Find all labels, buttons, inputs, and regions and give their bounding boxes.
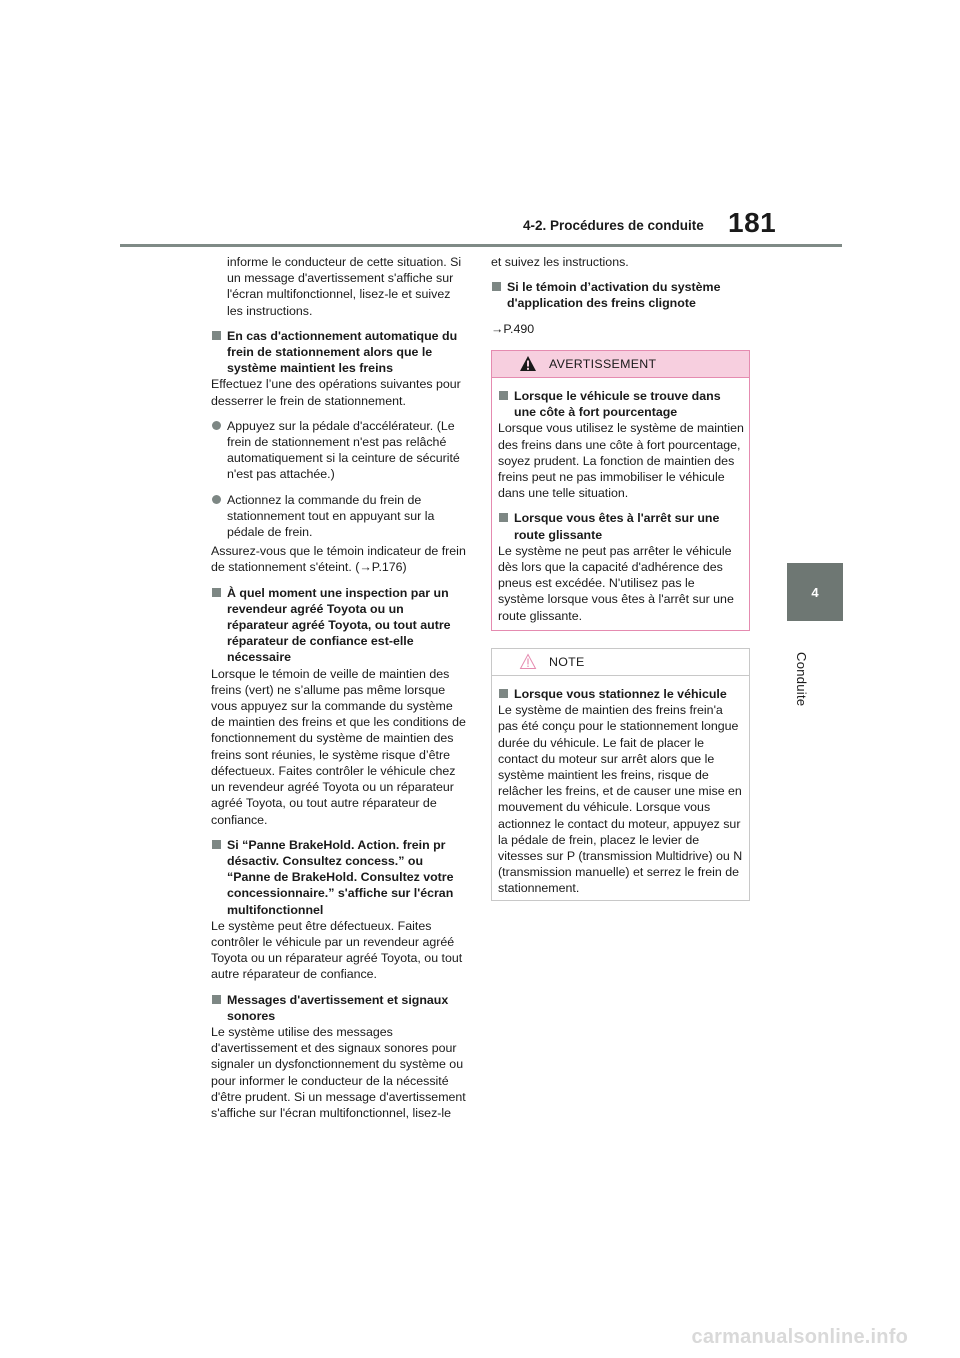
left-column xyxy=(211,254,468,1121)
paragraph: Lorsque le témoin de veille de maintien des freins (vert) ne s’allume pas même lorsque vous appuyez sur la commande du système de maintien des freins et que les conditions de fonctionnement du système de maintien des freins sont réunies, le système risque d’être défectueux. Faites contrôler le véhicule chez un revendeur agréé Toyota ou un réparateur agréé Toyota, ou tout autre réparateur de confiance. xyxy=(211,666,466,827)
paragraph: Effectuez l’une des opérations suivantes pour desserrer le frein de stationnement. xyxy=(211,377,461,408)
heading-slippery-road: Lorsque vous êtes à l'arrêt sur une route glissante xyxy=(498,510,744,542)
paragraph: Le système de maintien des freins frein'a pas été conçu pour le stationnement longue durée du véhicule. Le fait de placer le contact du moteur sur arrêt alors que le système maintient les freins, risque de relâcher les freins, et de causer une mise en mouvement du véhicule. Lorsque vous actionnez le contact du moteur, appuyez sur la pédale de frein, placez le levier de vitesses sur P (transmission Multidrive) ou N (transmission manuelle) et serrez le frein de stationnement. xyxy=(498,703,743,896)
page-reference[interactable]: →P.490 xyxy=(491,321,535,336)
note-box-title: NOTE xyxy=(549,655,585,669)
warning-box-title: AVERTISSEMENT xyxy=(549,357,657,371)
heading-auto-parking-brake: En cas d'actionnement automatique du frein de stationnement alors que le système maintient les freins xyxy=(211,328,468,377)
bullet-item: Actionnez la commande du frein de stationnement tout en appuyant sur la pédale de frein. xyxy=(211,492,468,541)
bullet-item: Appuyez sur la pédale d'accélérateur. (Le frein de stationnement n'est pas relâché automatiquement si la ceinture de sécurité n'est pas attachée.) xyxy=(211,418,468,483)
caution-triangle-icon xyxy=(519,653,537,670)
square-bullet-icon xyxy=(212,840,221,849)
watermark[interactable]: carmanualsonline.info xyxy=(691,1326,908,1348)
note-box-body xyxy=(492,676,749,897)
square-bullet-icon xyxy=(499,513,508,522)
warning-box-body xyxy=(492,378,749,624)
note-box-header xyxy=(492,649,749,676)
round-bullet-icon xyxy=(212,421,221,430)
heading-steep-slope: Lorsque le véhicule se trouve dans une côte à fort pourcentage xyxy=(498,388,744,420)
chapter-tab-number: 4 xyxy=(811,585,819,600)
paragraph-continued: et suivez les instructions. xyxy=(491,255,629,269)
chapter-tab-label: Conduite xyxy=(794,652,809,707)
square-bullet-icon xyxy=(212,588,221,597)
section-title: 4-2. Procédures de conduite xyxy=(523,218,704,233)
square-bullet-icon xyxy=(499,391,508,400)
square-bullet-icon xyxy=(492,282,501,291)
page-number: 181 xyxy=(728,207,777,238)
warning-triangle-icon xyxy=(519,355,537,372)
square-bullet-icon xyxy=(499,689,508,698)
note-box xyxy=(491,648,750,901)
chapter-tab xyxy=(787,563,843,621)
warning-box-header xyxy=(492,351,749,378)
heading-inspection: À quel moment une inspection par un revendeur agréé Toyota ou un réparateur agréé Toyota, ou tout autre réparateur de confiance est-elle nécessaire xyxy=(211,585,468,666)
square-bullet-icon xyxy=(212,995,221,1004)
warning-box xyxy=(491,350,750,631)
paragraph: Le système utilise des messages d'avertissement et des signaux sonores pour signaler un dysfonctionnement du système ou pour informer le conducteur de la nécessité d'être prudent. Si un message d'avertissement s'affiche sur l'écran multifonctionnel, lisez-le xyxy=(211,1024,466,1120)
right-column xyxy=(491,254,753,337)
heading-warning-messages: Messages d'avertissement et signaux sonores xyxy=(211,992,468,1024)
paragraph: Lorsque vous utilisez le système de maintien des freins dans une côte à fort pourcentage, soyez prudent. La fonction de maintien des freins peut ne pas immobiliser le véhicule dans une telle situation. xyxy=(498,421,744,501)
paragraph: Assurez-vous que le témoin indicateur de frein de stationnement s'éteint. (→P.176) xyxy=(211,544,466,575)
square-bullet-icon xyxy=(212,331,221,340)
heading-brakehold-failure: Si “Panne BrakeHold. Action. frein pr désactiv. Consultez concess.” ou “Panne de BrakeHold. Consultez votre concessionnaire.” s'affiche sur l'écran multifonctionnel xyxy=(211,837,468,918)
round-bullet-icon xyxy=(212,495,221,504)
heading-parking: Lorsque vous stationnez le véhicule xyxy=(498,686,744,702)
paragraph-intro: informe le conducteur de cette situation. Si un message d'avertissement s'affiche sur l'écran multifonctionnel, lisez-le et suivez les instructions. xyxy=(227,255,462,318)
paragraph: Le système ne peut pas arrêter le véhicule dès lors que la capacité d'adhérence des pneus est excédée. N'utilisez pas le système lorsque vous êtes à l'arrêt sur une route glissante. xyxy=(498,543,734,623)
heading-indicator-flashing: Si le témoin d’activation du système d'application des freins clignote xyxy=(491,279,753,311)
paragraph: Le système peut être défectueux. Faites contrôler le véhicule par un revendeur agréé Toyota ou un réparateur agréé Toyota, ou tout autre réparateur de confiance. xyxy=(211,918,463,982)
header-rule xyxy=(120,244,842,247)
